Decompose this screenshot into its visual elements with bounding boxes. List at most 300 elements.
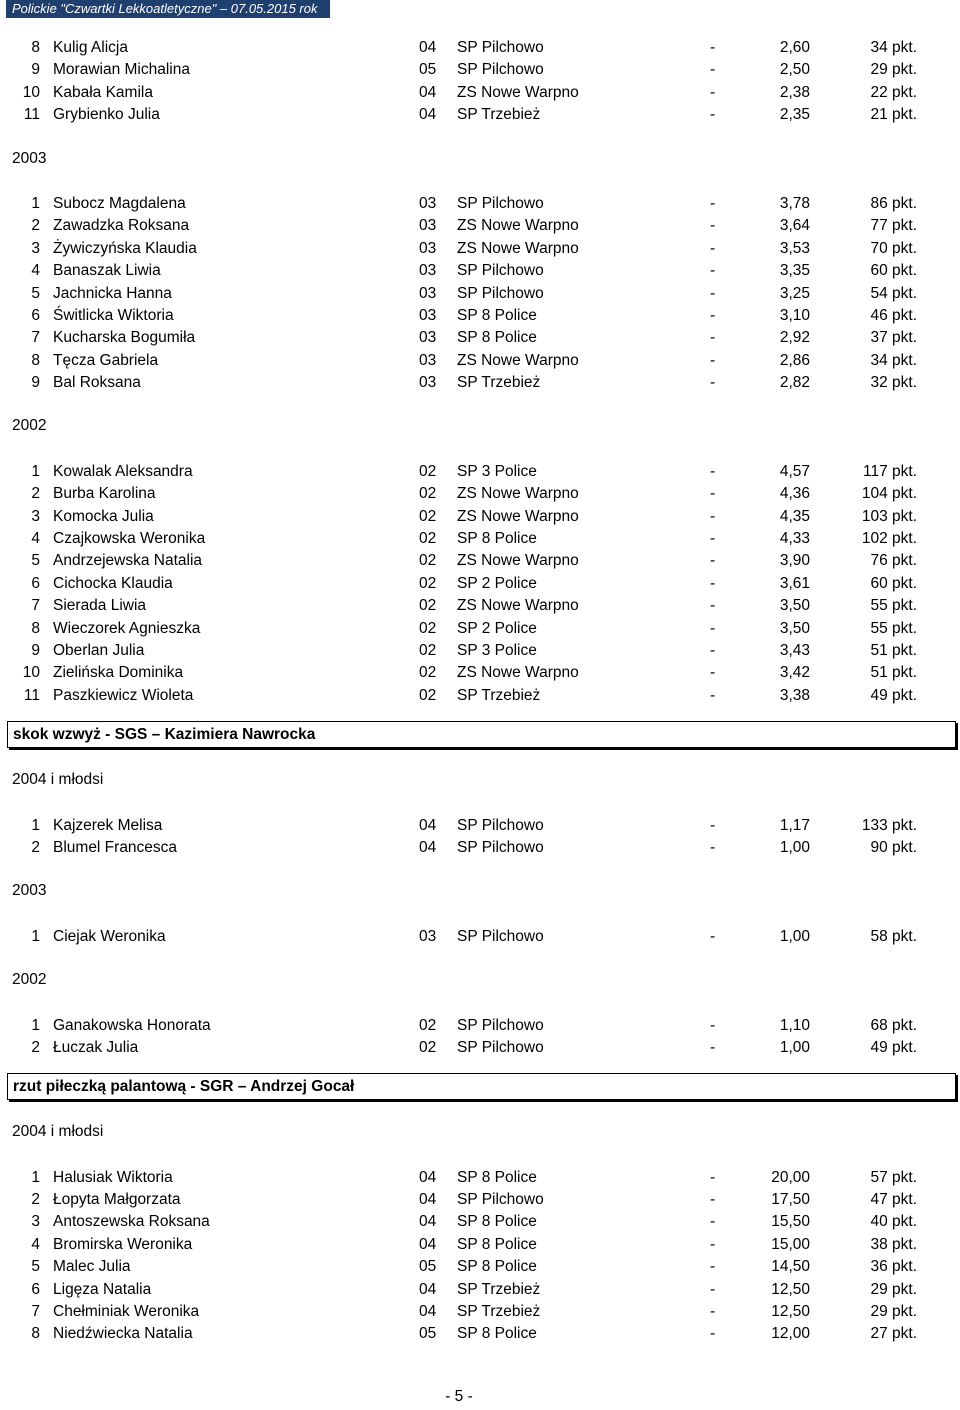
athlete-name: Sierada Liwia xyxy=(53,597,147,615)
birth-year: 04 xyxy=(419,838,437,856)
result: 3,43 xyxy=(779,641,810,659)
athlete-name: Zawadzka Roksana xyxy=(53,217,190,235)
school: SP 8 Police xyxy=(457,306,537,324)
result: 12,50 xyxy=(771,1280,810,1298)
athlete-name: Zielińska Dominika xyxy=(53,664,184,682)
rank: 8 xyxy=(31,39,40,56)
rank: 8 xyxy=(31,1325,40,1343)
points: 55 pkt. xyxy=(870,619,917,637)
dash: - xyxy=(710,61,716,79)
points: 86 pkt. xyxy=(870,194,917,212)
school: ZS Nowe Warpno xyxy=(457,664,579,682)
school: SP Pilchowo xyxy=(457,1016,544,1034)
result-row xyxy=(0,685,960,707)
athlete-name: Halusiak Wiktoria xyxy=(53,1168,173,1186)
birth-year: 02 xyxy=(419,552,437,570)
result-row xyxy=(0,305,960,327)
birth-year: 02 xyxy=(419,1038,437,1056)
points: 46 pkt. xyxy=(870,306,917,324)
points: 29 pkt. xyxy=(870,1303,917,1321)
athlete-name: Bal Roksana xyxy=(53,374,141,392)
birth-year: 03 xyxy=(419,374,437,392)
result-row xyxy=(0,1037,960,1059)
birth-year: 04 xyxy=(419,1303,437,1321)
page-number: - 5 - xyxy=(445,1388,473,1405)
result: 3,61 xyxy=(779,574,810,592)
dash: - xyxy=(710,552,716,570)
result-row xyxy=(0,260,960,282)
result: 3,78 xyxy=(779,194,810,212)
dash: - xyxy=(710,1191,716,1209)
result-row xyxy=(0,283,960,305)
birth-year: 02 xyxy=(419,597,437,615)
school: ZS Nowe Warpno xyxy=(457,83,579,101)
school: ZS Nowe Warpno xyxy=(457,507,579,525)
dash: - xyxy=(710,1325,716,1343)
result: 2,60 xyxy=(779,39,810,56)
rank: 3 xyxy=(31,1213,40,1231)
birth-year: 03 xyxy=(419,329,437,347)
dash: - xyxy=(710,351,716,369)
birth-year: 02 xyxy=(419,462,437,480)
athlete-name: Bromirska Weronika xyxy=(53,1235,193,1253)
rank: 9 xyxy=(31,641,40,659)
result: 3,38 xyxy=(779,686,810,704)
points: 77 pkt. xyxy=(870,217,917,235)
school: SP Trzebież xyxy=(457,106,541,124)
event-title: rzut piłeczką palantową - SGR – Andrzej Gocał xyxy=(13,1078,355,1096)
school: SP Trzebież xyxy=(457,1303,541,1321)
school: SP 8 Police xyxy=(457,1258,537,1276)
result: 4,35 xyxy=(779,507,810,525)
dash: - xyxy=(710,194,716,212)
athlete-name: Ciejak Weronika xyxy=(53,927,166,945)
rank: 3 xyxy=(31,239,40,257)
school: SP Pilchowo xyxy=(457,1191,544,1209)
birth-year: 02 xyxy=(419,1016,437,1034)
points: 60 pkt. xyxy=(870,262,917,280)
athlete-name: Żywiczyńska Klaudia xyxy=(53,239,197,257)
dash: - xyxy=(710,262,716,280)
result: 3,35 xyxy=(779,262,810,280)
school: SP Pilchowo xyxy=(457,816,544,834)
result-row xyxy=(0,595,960,617)
school: SP Pilchowo xyxy=(457,194,544,212)
school: SP Pilchowo xyxy=(457,61,544,79)
athlete-name: Czajkowska Weronika xyxy=(53,530,206,548)
points: 47 pkt. xyxy=(870,1191,917,1209)
result-row xyxy=(0,1301,960,1323)
rank: 4 xyxy=(31,262,40,280)
points: 27 pkt. xyxy=(870,1325,917,1343)
birth-year: 03 xyxy=(419,217,437,235)
birth-year: 04 xyxy=(419,1235,437,1253)
school: ZS Nowe Warpno xyxy=(457,552,579,570)
athlete-name: Łuczak Julia xyxy=(53,1038,139,1056)
rank: 2 xyxy=(31,485,40,503)
age-group-label: 2002 xyxy=(12,971,47,989)
athlete-name: Antoszewska Roksana xyxy=(53,1213,210,1231)
rank: 7 xyxy=(31,1303,40,1321)
dash: - xyxy=(710,574,716,592)
points: 34 pkt. xyxy=(870,39,917,56)
points: 117 pkt. xyxy=(862,462,917,480)
birth-year: 03 xyxy=(419,284,437,302)
result: 3,50 xyxy=(779,619,810,637)
event-heading xyxy=(7,721,956,748)
athlete-name: Ganakowska Honorata xyxy=(53,1016,211,1034)
result: 14,50 xyxy=(771,1258,810,1276)
points: 29 pkt. xyxy=(870,61,917,79)
result-row xyxy=(0,618,960,640)
points: 133 pkt. xyxy=(861,816,917,834)
athlete-name: Burba Karolina xyxy=(53,485,156,503)
result-row xyxy=(0,662,960,684)
result: 20,00 xyxy=(771,1168,810,1186)
points: 60 pkt. xyxy=(870,574,917,592)
birth-year: 03 xyxy=(419,262,437,280)
athlete-name: Andrzejewska Natalia xyxy=(53,552,203,570)
age-group-label: 2003 xyxy=(12,882,47,900)
result-row xyxy=(0,483,960,505)
age-group-label: 2004 i młodsi xyxy=(12,771,104,789)
points: 34 pkt. xyxy=(870,351,917,369)
result: 4,33 xyxy=(779,530,810,548)
dash: - xyxy=(710,664,716,682)
points: 51 pkt. xyxy=(870,664,917,682)
rank: 1 xyxy=(31,462,40,480)
athlete-name: Kowalak Aleksandra xyxy=(53,462,193,480)
age-group-heading xyxy=(0,769,960,791)
rank: 1 xyxy=(31,1016,40,1034)
dash: - xyxy=(710,1235,716,1253)
birth-year: 03 xyxy=(419,927,437,945)
points: 37 pkt. xyxy=(870,329,917,347)
school: SP 2 Police xyxy=(457,574,537,592)
dash: - xyxy=(710,1168,716,1186)
result-row xyxy=(0,1279,960,1301)
athlete-name: Ligęza Natalia xyxy=(53,1280,152,1298)
dash: - xyxy=(710,1280,716,1298)
result: 3,64 xyxy=(779,217,810,235)
dash: - xyxy=(710,329,716,347)
athlete-name: Kucharska Bogumiła xyxy=(53,329,196,347)
result-row xyxy=(0,1211,960,1233)
dash: - xyxy=(710,462,716,480)
school: ZS Nowe Warpno xyxy=(457,597,579,615)
birth-year: 03 xyxy=(419,351,437,369)
dash: - xyxy=(710,838,716,856)
points: 36 pkt. xyxy=(870,1258,917,1276)
dash: - xyxy=(710,619,716,637)
result: 17,50 xyxy=(771,1191,810,1209)
school: SP 8 Police xyxy=(457,530,537,548)
athlete-name: Chełminiak Weronika xyxy=(53,1303,200,1321)
birth-year: 02 xyxy=(419,574,437,592)
school: SP Trzebież xyxy=(457,1280,541,1298)
result: 3,53 xyxy=(779,239,810,257)
result-row xyxy=(0,573,960,595)
age-group-heading xyxy=(0,148,960,170)
points: 22 pkt. xyxy=(870,83,917,101)
event-heading xyxy=(7,1073,956,1100)
document-header: Polickie "Czwartki Lekkoatletyczne" – 07.05.2015 rok xyxy=(6,0,330,18)
rank: 7 xyxy=(31,329,40,347)
rank: 2 xyxy=(31,1191,40,1209)
athlete-name: Paszkiewicz Wioleta xyxy=(53,686,194,704)
birth-year: 04 xyxy=(419,1191,437,1209)
points: 102 pkt. xyxy=(861,530,917,548)
rank: 2 xyxy=(31,217,40,235)
dash: - xyxy=(710,927,716,945)
athlete-name: Tęcza Gabriela xyxy=(53,351,159,369)
rank: 5 xyxy=(31,552,40,570)
points: 54 pkt. xyxy=(870,284,917,302)
school: SP Pilchowo xyxy=(457,262,544,280)
points: 55 pkt. xyxy=(870,597,917,615)
birth-year: 02 xyxy=(419,664,437,682)
result: 3,25 xyxy=(779,284,810,302)
birth-year: 04 xyxy=(419,39,437,56)
result-row xyxy=(0,350,960,372)
rank: 6 xyxy=(31,306,40,324)
result-row xyxy=(0,193,960,215)
school: SP 8 Police xyxy=(457,1213,537,1231)
athlete-name: Świtlicka Wiktoria xyxy=(53,306,174,324)
dash: - xyxy=(710,1258,716,1276)
age-group-heading xyxy=(0,415,960,437)
points: 29 pkt. xyxy=(870,1280,917,1298)
result: 12,50 xyxy=(771,1303,810,1321)
dash: - xyxy=(710,816,716,834)
dash: - xyxy=(710,39,716,56)
dash: - xyxy=(710,507,716,525)
birth-year: 02 xyxy=(419,507,437,525)
result: 4,36 xyxy=(779,485,810,503)
result: 1,00 xyxy=(779,838,810,856)
points: 68 pkt. xyxy=(870,1016,917,1034)
school: SP 8 Police xyxy=(457,329,537,347)
rank: 10 xyxy=(22,83,40,101)
result-row xyxy=(0,215,960,237)
rank: 4 xyxy=(31,1235,40,1253)
points: 76 pkt. xyxy=(870,552,917,570)
result: 2,86 xyxy=(779,351,810,369)
dash: - xyxy=(710,217,716,235)
birth-year: 05 xyxy=(419,61,437,79)
school: SP Pilchowo xyxy=(457,39,544,56)
birth-year: 03 xyxy=(419,239,437,257)
result-row xyxy=(0,59,960,81)
rank: 5 xyxy=(31,284,40,302)
result: 4,57 xyxy=(779,462,810,480)
athlete-name: Łopyta Małgorzata xyxy=(53,1191,181,1209)
rank: 3 xyxy=(31,507,40,525)
rank: 6 xyxy=(31,1280,40,1298)
result-row xyxy=(0,238,960,260)
rank: 10 xyxy=(22,664,40,682)
dash: - xyxy=(710,1038,716,1056)
birth-year: 04 xyxy=(419,816,437,834)
result-row xyxy=(0,528,960,550)
result-row xyxy=(0,104,960,126)
age-group-heading xyxy=(0,1121,960,1143)
school: SP 8 Police xyxy=(457,1325,537,1343)
athlete-name: Kulig Alicja xyxy=(53,39,128,56)
dash: - xyxy=(710,306,716,324)
result: 3,50 xyxy=(779,597,810,615)
result-row xyxy=(0,550,960,572)
school: SP Trzebież xyxy=(457,686,541,704)
result-row xyxy=(0,327,960,349)
athlete-name: Niedźwiecka Natalia xyxy=(53,1325,193,1343)
dash: - xyxy=(710,1213,716,1231)
athlete-name: Kajzerek Melisa xyxy=(53,816,163,834)
dash: - xyxy=(710,641,716,659)
birth-year: 02 xyxy=(419,530,437,548)
points: 57 pkt. xyxy=(870,1168,917,1186)
athlete-name: Cichocka Klaudia xyxy=(53,574,173,592)
dash: - xyxy=(710,374,716,392)
athlete-name: Grybienko Julia xyxy=(53,106,160,124)
result: 2,50 xyxy=(779,61,810,79)
school: SP Pilchowo xyxy=(457,927,544,945)
birth-year: 02 xyxy=(419,619,437,637)
age-group-label: 2003 xyxy=(12,149,47,167)
result-row xyxy=(0,1189,960,1211)
points: 21 pkt. xyxy=(870,106,917,124)
result-row xyxy=(0,461,960,483)
results-content xyxy=(0,37,960,1346)
school: SP 8 Police xyxy=(457,1235,537,1253)
birth-year: 03 xyxy=(419,194,437,212)
result-row xyxy=(0,815,960,837)
result-row xyxy=(0,1323,960,1345)
school: SP Pilchowo xyxy=(457,284,544,302)
school: ZS Nowe Warpno xyxy=(457,485,579,503)
athlete-name: Morawian Michalina xyxy=(53,61,190,79)
age-group-label: 2004 i młodsi xyxy=(12,1123,104,1141)
result: 12,00 xyxy=(771,1325,810,1343)
school: SP 2 Police xyxy=(457,619,537,637)
birth-year: 02 xyxy=(419,686,437,704)
dash: - xyxy=(710,83,716,101)
dash: - xyxy=(710,106,716,124)
dash: - xyxy=(710,1303,716,1321)
athlete-name: Komocka Julia xyxy=(53,507,154,525)
school: ZS Nowe Warpno xyxy=(457,351,579,369)
rank: 2 xyxy=(31,1038,40,1056)
points: 58 pkt. xyxy=(870,927,917,945)
result-row xyxy=(0,640,960,662)
rank: 11 xyxy=(23,106,40,124)
result: 3,42 xyxy=(779,664,810,682)
result: 1,00 xyxy=(779,1038,810,1056)
rank: 2 xyxy=(31,838,40,856)
birth-year: 04 xyxy=(419,106,437,124)
result: 15,00 xyxy=(771,1235,810,1253)
school: SP Pilchowo xyxy=(457,1038,544,1056)
school: SP Trzebież xyxy=(457,374,541,392)
points: 90 pkt. xyxy=(870,838,917,856)
school: SP 3 Police xyxy=(457,641,537,659)
athlete-name: Kabała Kamila xyxy=(53,83,153,101)
result-row xyxy=(0,506,960,528)
rank: 1 xyxy=(31,927,40,945)
result: 3,10 xyxy=(779,306,810,324)
points: 51 pkt. xyxy=(870,641,917,659)
school: SP 3 Police xyxy=(457,462,537,480)
dash: - xyxy=(710,239,716,257)
result: 1,10 xyxy=(779,1016,810,1034)
birth-year: 04 xyxy=(419,1168,437,1186)
birth-year: 05 xyxy=(419,1325,437,1343)
rank: 8 xyxy=(31,619,40,637)
birth-year: 02 xyxy=(419,641,437,659)
result-row xyxy=(0,1167,960,1189)
points: 49 pkt. xyxy=(870,686,917,704)
result-row xyxy=(0,372,960,394)
rank: 11 xyxy=(23,686,40,704)
event-title: skok wzwyż - SGS – Kazimiera Nawrocka xyxy=(13,726,316,744)
rank: 1 xyxy=(31,194,40,212)
dash: - xyxy=(710,1016,716,1034)
athlete-name: Jachnicka Hanna xyxy=(53,284,172,302)
result: 2,82 xyxy=(779,374,810,392)
rank: 4 xyxy=(31,530,40,548)
result: 2,92 xyxy=(779,329,810,347)
points: 49 pkt. xyxy=(870,1038,917,1056)
birth-year: 02 xyxy=(419,485,437,503)
age-group-heading xyxy=(0,880,960,902)
dash: - xyxy=(710,485,716,503)
school: SP 8 Police xyxy=(457,1168,537,1186)
age-group-label: 2002 xyxy=(12,417,47,435)
rank: 9 xyxy=(31,374,40,392)
result: 15,50 xyxy=(771,1213,810,1231)
birth-year: 03 xyxy=(419,306,437,324)
birth-year: 04 xyxy=(419,83,437,101)
result-row xyxy=(0,837,960,859)
result-row xyxy=(0,1256,960,1278)
points: 40 pkt. xyxy=(870,1213,917,1231)
result: 2,35 xyxy=(779,106,810,124)
points: 70 pkt. xyxy=(870,239,917,257)
result: 1,00 xyxy=(779,927,810,945)
dash: - xyxy=(710,686,716,704)
result-row xyxy=(0,37,960,59)
dash: - xyxy=(710,284,716,302)
birth-year: 05 xyxy=(419,1258,437,1276)
result-row xyxy=(0,1234,960,1256)
result-row xyxy=(0,926,960,948)
points: 104 pkt. xyxy=(861,485,917,503)
school: SP Pilchowo xyxy=(457,838,544,856)
dash: - xyxy=(710,530,716,548)
result: 3,90 xyxy=(779,552,810,570)
athlete-name: Banaszak Liwia xyxy=(53,262,161,280)
rank: 5 xyxy=(31,1258,40,1276)
athlete-name: Oberlan Julia xyxy=(53,641,145,659)
athlete-name: Malec Julia xyxy=(53,1258,131,1276)
points: 32 pkt. xyxy=(870,374,917,392)
result: 1,17 xyxy=(779,816,810,834)
rank: 6 xyxy=(31,574,40,592)
athlete-name: Blumel Francesca xyxy=(53,838,178,856)
birth-year: 04 xyxy=(419,1213,437,1231)
points: 103 pkt. xyxy=(861,507,917,525)
rank: 7 xyxy=(31,597,40,615)
